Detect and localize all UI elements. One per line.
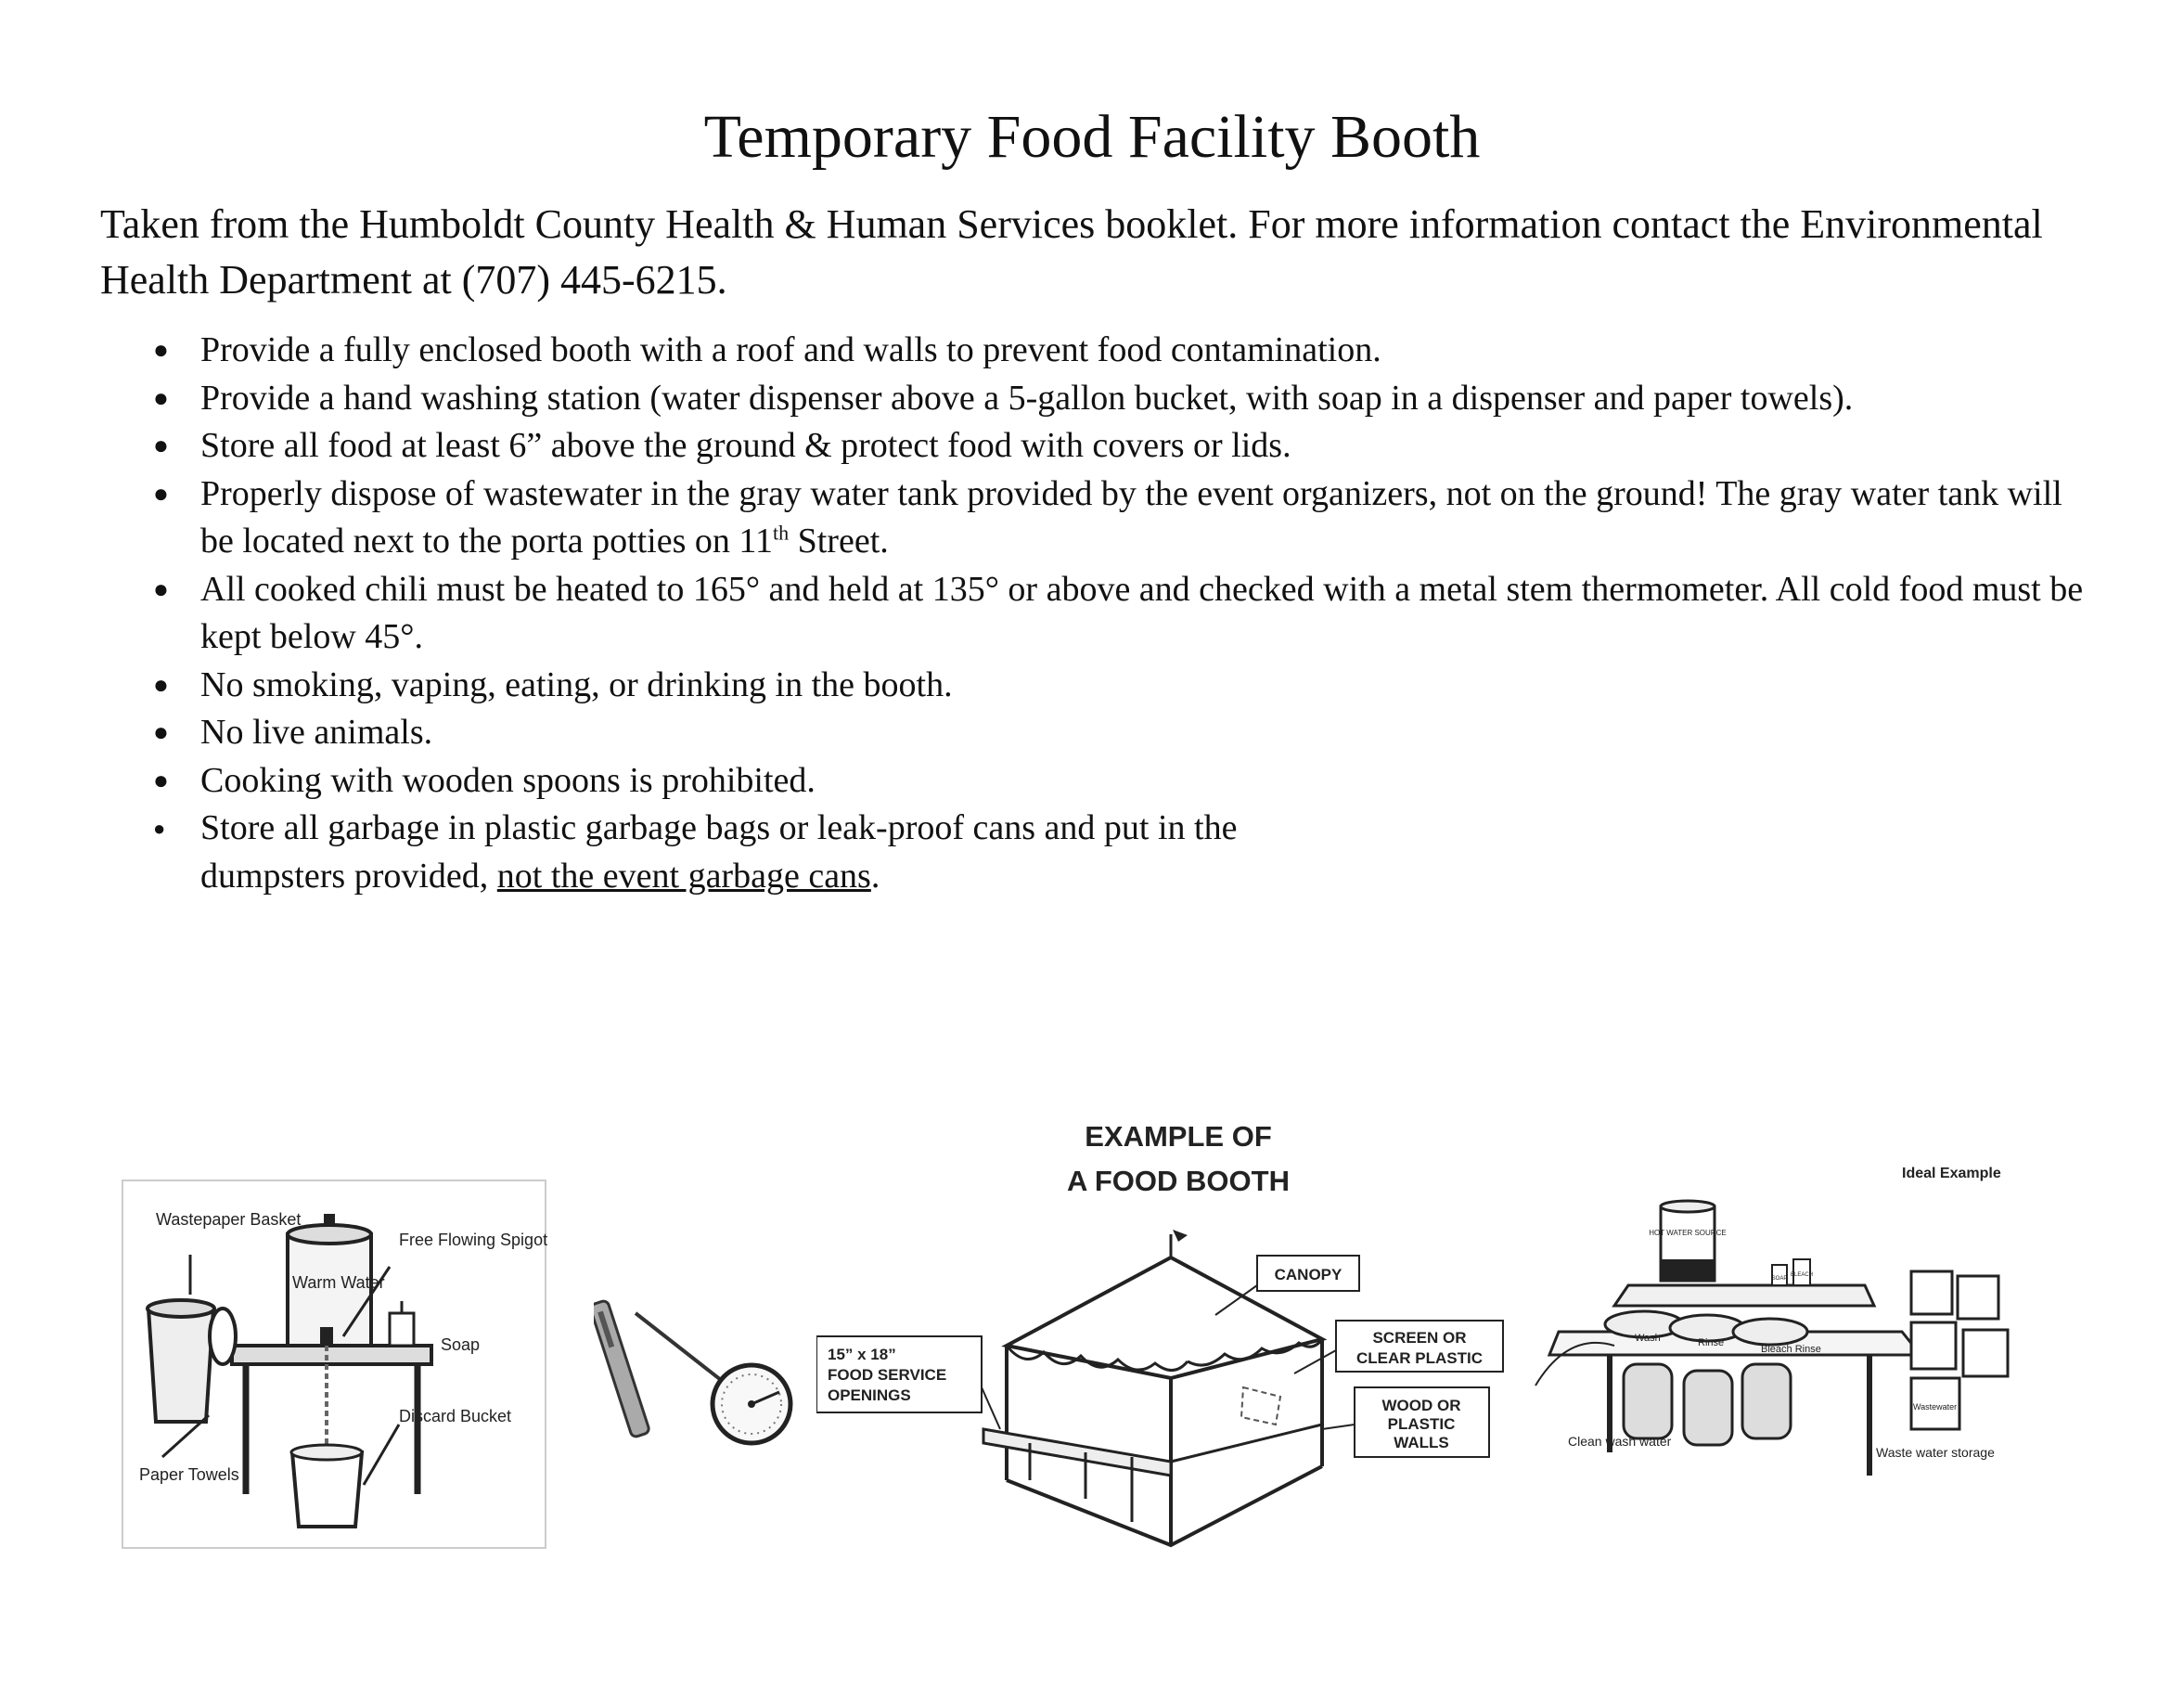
svg-text:WALLS: WALLS [1394,1434,1449,1451]
svg-text:Bleach Rinse: Bleach Rinse [1761,1344,1821,1355]
bullet-icon: ● [153,670,169,700]
label-clean-wash-water: Clean wash water [1568,1434,1672,1449]
food-booth-figure [816,1109,1522,1564]
label-spigot: Free Flowing Spigot [399,1231,547,1249]
svg-text:FOOD SERVICE: FOOD SERVICE [828,1366,947,1384]
svg-text:Rinse: Rinse [1698,1337,1725,1348]
label-soap: Soap [441,1335,481,1354]
booth-heading-line2: A FOOD BOOTH [1067,1165,1290,1197]
thermometer-figure [594,1295,816,1480]
label-walls: WOOD OR [1381,1397,1461,1414]
ideal-heading: Ideal Example [1902,1166,2001,1181]
list-item: ● No live animals. [100,709,2095,757]
bullet-icon: ● [153,479,169,509]
label-canopy: CANOPY [1274,1266,1343,1283]
svg-text:Wastewater: Wastewater [1913,1402,1958,1412]
bullet-icon: ● [153,383,169,413]
list-item: ● Store all garbage in plastic garbage bags or leak-proof cans and put in the dumpsters provided, not the event garbage cans. [100,805,2095,900]
list-item: ● Properly dispose of wastewater in the gray water tank provided by the event organizers, not on the ground! The gray water tank will be located next to the porta potties on 11th Street. [100,471,2095,566]
list-item: ● Cooking with wooden spoons is prohibited. [100,757,2095,806]
label-screen: SCREEN OR [1372,1329,1467,1347]
label-wastepaper-basket: Wastepaper Basket [156,1210,302,1229]
list-item: ● No smoking, vaping, eating, or drinking in the booth. [100,662,2095,710]
label-warm-water: Warm Water [292,1273,385,1292]
ideal-example-figure [1531,1155,2060,1489]
label-paper-towels: Paper Towels [139,1465,239,1484]
list-item: ● Provide a hand washing station (water dispenser above a 5-gallon bucket, with soap in a dispenser and paper towels). [100,375,2095,423]
booth-heading-line1: EXAMPLE OF [1085,1120,1272,1153]
bullet-icon: ● [153,718,169,747]
svg-text:PLASTIC: PLASTIC [1387,1415,1456,1433]
bullet-icon: ● [153,574,169,604]
requirements-list [100,327,2095,900]
label-openings: 15” x 18” [828,1346,896,1363]
list-item: ● Store all food at least 6” above the ground & protect food with covers or lids. [100,422,2095,471]
svg-text:SOAP: SOAP [1771,1276,1788,1282]
bullet-icon: ● [153,336,169,365]
bullet-icon: ● [153,817,166,840]
bullet-icon: ● [153,432,169,460]
list-item: ● All cooked chili must be heated to 165° and held at 135° or above and checked with a metal stem thermometer. All cold food must be kept below 45°. [100,566,2095,662]
bullet-icon: ● [153,766,169,795]
list-item: ● Provide a fully enclosed booth with a roof and walls to prevent food contamination. [100,327,2095,375]
label-waste-water-storage: Waste water storage [1876,1445,1995,1460]
svg-text:Wash: Wash [1635,1333,1661,1344]
label-hot-water: HOT WATER SOURCE [1649,1229,1727,1237]
label-discard-bucket: Discard Bucket [399,1407,512,1425]
svg-text:CLEAR PLASTIC: CLEAR PLASTIC [1356,1349,1483,1367]
svg-text:OPENINGS: OPENINGS [828,1386,911,1404]
handwash-station-figure [121,1179,547,1550]
intro-paragraph: Taken from the Humboldt County Health & Human Services booklet. For more information contact the Environmental Health Department at (707) 445-6215. [100,201,2043,303]
page-title: Temporary Food Facility Booth [703,103,1481,171]
svg-text:BLEACH: BLEACH [1790,1272,1814,1278]
